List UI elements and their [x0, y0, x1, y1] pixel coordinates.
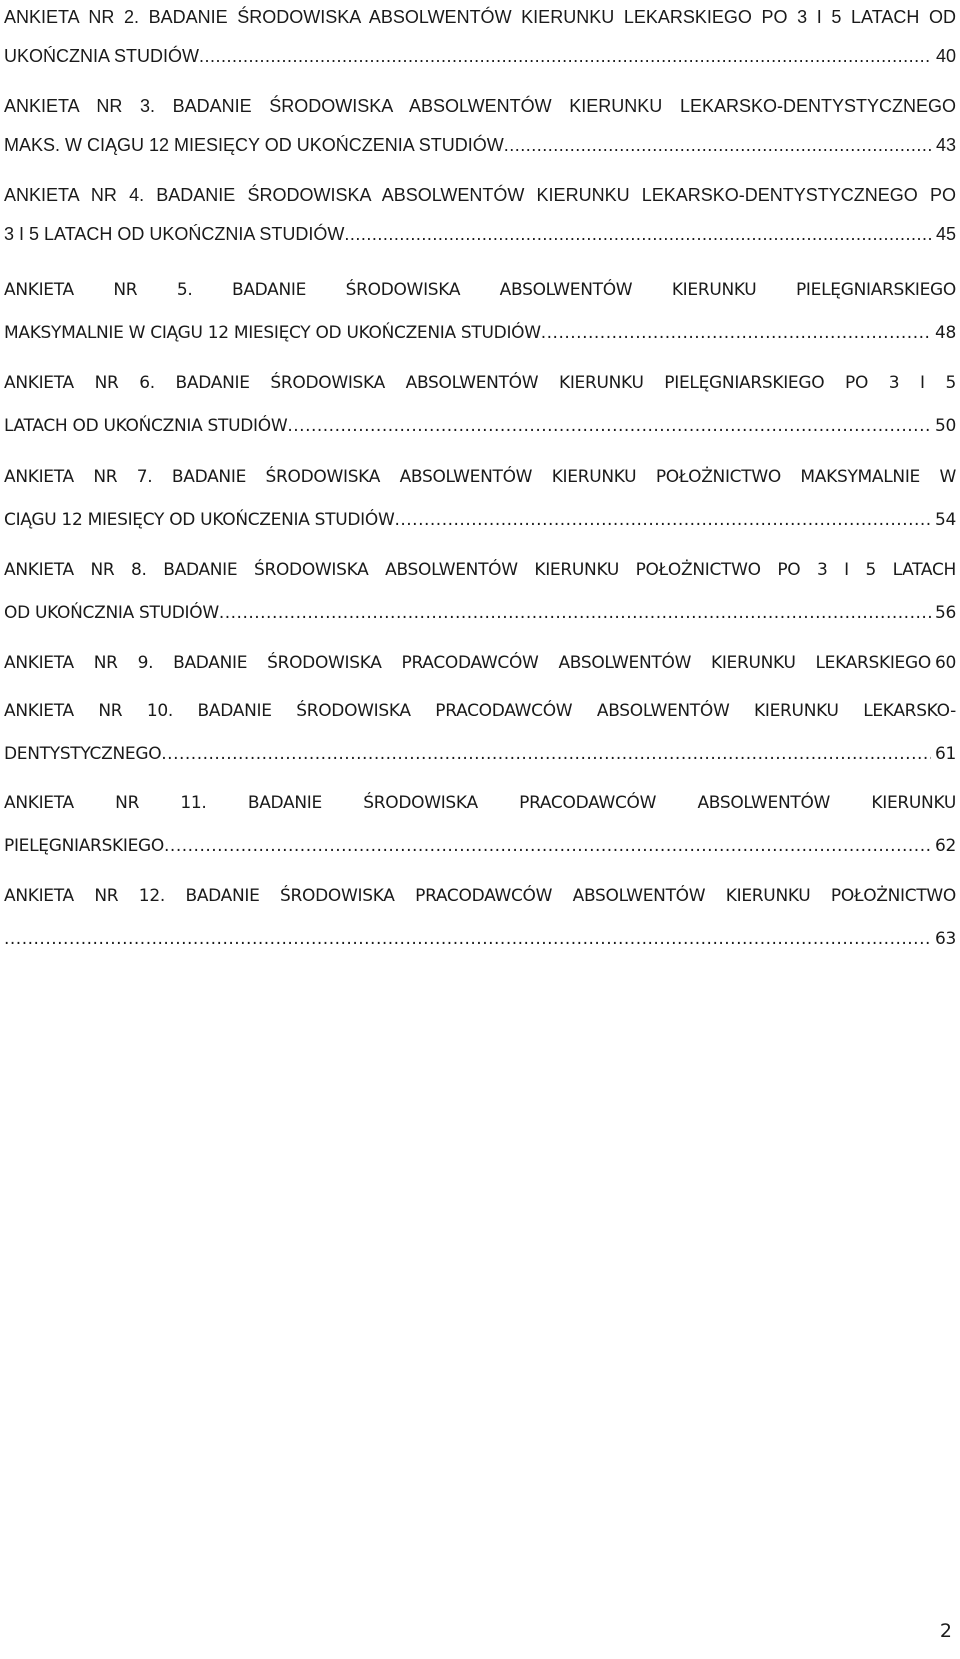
toc-entry-5[interactable]	[4, 277, 956, 346]
toc-entry-title: ANKIETA NR 11. BADANIE ŚRODOWISKA PRACODAWCÓW ABSOLWENTÓW KIERUNKU	[4, 793, 956, 813]
dot-leader	[4, 926, 931, 952]
toc-entry-leader-line	[4, 413, 956, 439]
toc-entry-11[interactable]	[4, 790, 956, 859]
toc-page-number: 54	[934, 510, 956, 530]
toc-entry-title: ANKIETA NR 7. BADANIE ŚRODOWISKA ABSOLWENTÓW KIERUNKU POŁOŻNICTWO MAKSYMALNIE W	[4, 467, 956, 487]
page-number: 2	[939, 1620, 952, 1642]
toc-entry-leader-line	[4, 507, 956, 533]
toc-entry-7[interactable]	[4, 464, 956, 533]
toc-entry-single-line	[4, 650, 956, 676]
dot-leader	[287, 413, 931, 439]
toc-page-number: 63	[934, 929, 956, 949]
toc-entry-leader-line	[4, 320, 956, 346]
toc-entry-title: ANKIETA NR 4. BADANIE ŚRODOWISKA ABSOLWENTÓW KIERUNKU LEKARSKO-DENTYSTYCZNEGO PO	[4, 185, 956, 205]
toc-entry-6[interactable]	[4, 370, 956, 439]
toc-entry-title: ANKIETA NR 6. BADANIE ŚRODOWISKA ABSOLWENTÓW KIERUNKU PIELĘGNIARSKIEGO PO 3 I 5	[4, 373, 956, 393]
toc-entry-title-continued: MAKSYMALNIE W CIĄGU 12 MIESIĘCY OD UKOŃCZENIA STUDIÓW	[4, 323, 541, 343]
dot-leader	[504, 132, 932, 158]
toc-entry-12[interactable]	[4, 883, 956, 952]
toc-entry-8[interactable]	[4, 557, 956, 626]
toc-entry-title-continued: DENTYSTYCZNEGO	[4, 744, 162, 764]
toc-page-number: 43	[935, 135, 956, 155]
dot-leader	[344, 221, 932, 247]
toc-entry-leader-line	[4, 221, 956, 247]
toc-entry-title: ANKIETA NR 2. BADANIE ŚRODOWISKA ABSOLWENTÓW KIERUNKU LEKARSKIEGO PO 3 I 5 LATACH OD	[4, 7, 956, 27]
dot-leader	[164, 833, 931, 859]
toc-entry-leader-line	[4, 926, 956, 952]
toc-page-number: 40	[935, 46, 956, 66]
toc-entry-leader-line	[4, 741, 956, 767]
toc-entry-title-continued: OD UKOŃCZNIA STUDIÓW	[4, 603, 219, 623]
toc-entry-leader-line	[4, 132, 956, 158]
toc-entry-title-continued: 3 I 5 LATACH OD UKOŃCZNIA STUDIÓW	[4, 224, 345, 244]
dot-leader	[541, 320, 931, 346]
toc-entry-4[interactable]	[4, 182, 956, 247]
toc-page-number: 62	[934, 836, 956, 856]
toc-page-number: 48	[934, 323, 956, 343]
toc-page-number: 45	[935, 224, 956, 244]
dot-leader	[199, 43, 932, 69]
toc-entry-title: ANKIETA NR 5. BADANIE ŚRODOWISKA ABSOLWENTÓW KIERUNKU PIELĘGNIARSKIEGO	[4, 280, 956, 300]
toc-entry-title: ANKIETA NR 8. BADANIE ŚRODOWISKA ABSOLWENTÓW KIERUNKU POŁOŻNICTWO PO 3 I 5 LATACH	[4, 560, 956, 580]
toc-entry-title: ANKIETA NR 10. BADANIE ŚRODOWISKA PRACODAWCÓW ABSOLWENTÓW KIERUNKU LEKARSKO-	[4, 701, 956, 721]
toc-entry-3[interactable]	[4, 93, 956, 158]
toc-page-number: 60	[934, 653, 956, 673]
toc-page-number: 50	[934, 416, 956, 436]
dot-leader	[219, 600, 931, 626]
toc-entry-leader-line	[4, 600, 956, 626]
toc-entry-2[interactable]	[4, 4, 956, 69]
toc-page-number: 56	[934, 603, 956, 623]
toc-entry-title-continued: CIĄGU 12 MIESIĘCY OD UKOŃCZENIA STUDIÓW	[4, 510, 395, 530]
toc-entry-title: ANKIETA NR 3. BADANIE ŚRODOWISKA ABSOLWENTÓW KIERUNKU LEKARSKO-DENTYSTYCZNEGO	[4, 96, 956, 116]
toc-entry-leader-line	[4, 833, 956, 859]
toc-entry-leader-line	[4, 43, 956, 69]
toc-page-number: 61	[934, 744, 956, 764]
toc-entry-title-continued: PIELĘGNIARSKIEGO	[4, 836, 165, 856]
toc-entry-title-continued: UKOŃCZNIA STUDIÓW	[4, 46, 200, 66]
toc-entry-title-continued: LATACH OD UKOŃCZNIA STUDIÓW	[4, 416, 288, 436]
dot-leader	[161, 741, 931, 767]
toc-entry-title-continued: MAKS. W CIĄGU 12 MIESIĘCY OD UKOŃCZENIA STUDIÓW	[4, 135, 504, 155]
toc-entry-9[interactable]	[4, 650, 956, 676]
dot-leader	[394, 507, 930, 533]
toc-entry-10[interactable]	[4, 698, 956, 767]
toc-entry-title: ANKIETA NR 9. BADANIE ŚRODOWISKA PRACODAWCÓW ABSOLWENTÓW KIERUNKU LEKARSKIEGO	[4, 653, 931, 673]
toc-entry-title: ANKIETA NR 12. BADANIE ŚRODOWISKA PRACODAWCÓW ABSOLWENTÓW KIERUNKU POŁOŻNICTWO	[4, 886, 956, 906]
